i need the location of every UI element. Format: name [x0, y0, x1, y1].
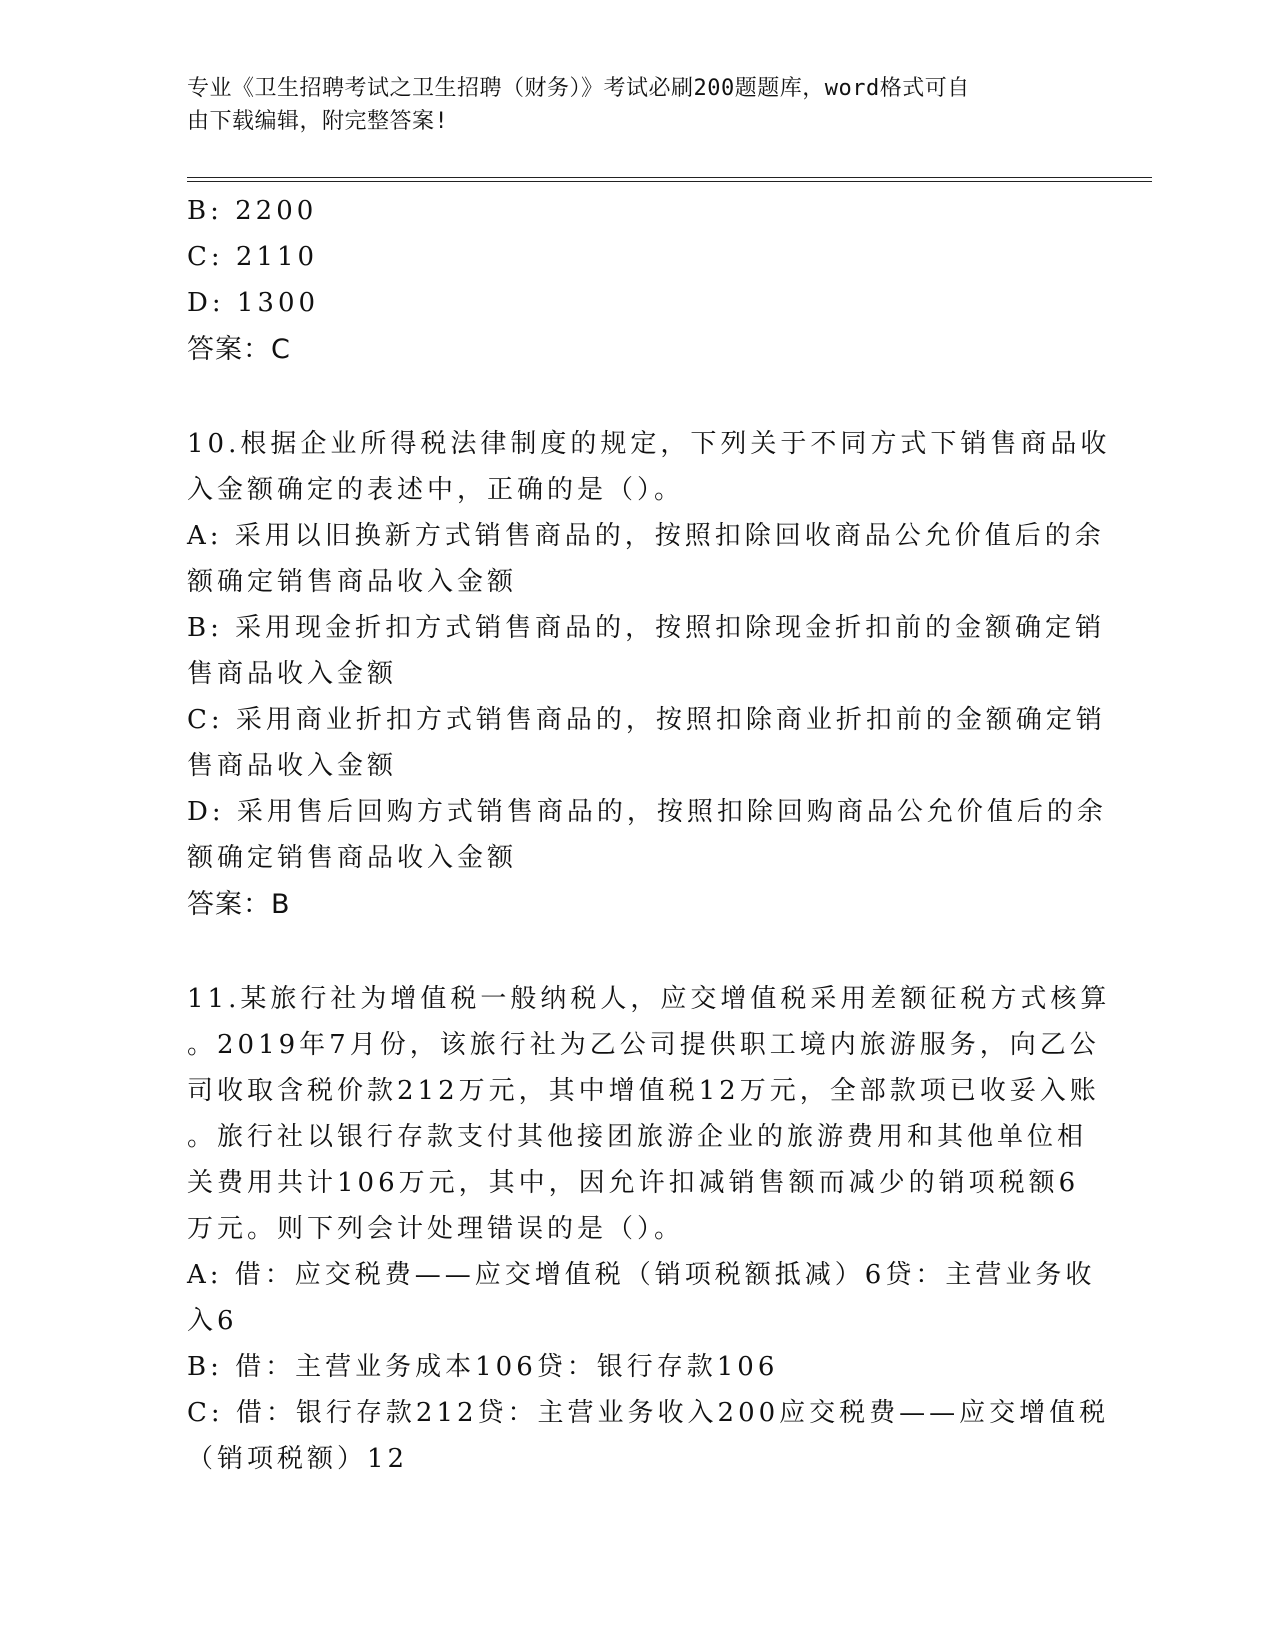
option-b: B: 借：主营业务成本106贷：银行存款106 — [187, 1352, 779, 1382]
option-c: （销项税额）12 — [187, 1444, 409, 1474]
header-line: 专业《卫生招聘考试之卫生招聘（财务）》考试必刷200题题库，word格式可自 — [187, 76, 970, 101]
question-9 — [187, 188, 1067, 374]
option-a: 入6 — [187, 1306, 238, 1336]
question-stem: 10.根据企业所得税法律制度的规定，下列关于不同方式下销售商品收 — [187, 429, 1111, 459]
question-stem: 11.某旅行社为增值税一般纳税人，应交增值税采用差额征税方式核算 — [187, 984, 1111, 1014]
option-b: B: 采用现金折扣方式销售商品的，按照扣除现金折扣前的金额确定销 — [187, 613, 1106, 643]
spacer — [187, 929, 1067, 976]
option-c: C: 采用商业折扣方式销售商品的，按照扣除商业折扣前的金额确定销 — [187, 705, 1106, 735]
question-10 — [187, 421, 1111, 929]
question-11 — [187, 976, 1111, 1482]
option-b: B: 2200 — [187, 196, 318, 226]
question-stem: 入金额确定的表述中，正确的是（）。 — [187, 475, 685, 505]
option-d: D: 采用售后回购方式销售商品的，按照扣除回购商品公允价值后的余 — [187, 797, 1107, 827]
option-a: 额确定销售商品收入金额 — [187, 567, 518, 597]
option-a: A: 借：应交税费——应交增值税（销项税额抵减）6贷：主营业务收 — [187, 1260, 1096, 1290]
option-a: A: 采用以旧换新方式销售商品的，按照扣除回收商品公允价值后的余 — [187, 521, 1105, 551]
question-stem: 关费用共计106万元，其中，因允许扣减销售额而减少的销项税额6 — [187, 1168, 1080, 1198]
option-c: 售商品收入金额 — [187, 751, 398, 781]
document-body — [187, 188, 1111, 1482]
document-header — [187, 72, 1067, 138]
option-c: C: 借：银行存款212贷：主营业务收入200应交税费——应交增值税 — [187, 1398, 1110, 1428]
header-line: 由下载编辑，附完整答案! — [187, 109, 449, 134]
option-d: 额确定销售商品收入金额 — [187, 843, 518, 873]
answer-text: 答案：B — [187, 889, 291, 920]
question-stem: 。2019年7月份，该旅行社为乙公司提供职工境内旅游服务，向乙公 — [187, 1030, 1100, 1060]
question-stem: 司收取含税价款212万元，其中增值税12万元，全部款项已收妥入账 — [187, 1076, 1100, 1106]
spacer — [187, 374, 1067, 421]
question-stem: 。旅行社以银行存款支付其他接团旅游企业的旅游费用和其他单位相 — [187, 1122, 1088, 1152]
header-divider-top — [187, 177, 1152, 178]
header-divider-bottom — [187, 181, 1152, 182]
answer-text: 答案：C — [187, 334, 291, 365]
option-b: 售商品收入金额 — [187, 659, 398, 689]
option-d: D: 1300 — [187, 288, 320, 318]
option-c: C: 2110 — [187, 242, 319, 272]
question-stem: 万元。则下列会计处理错误的是（）。 — [187, 1214, 685, 1244]
